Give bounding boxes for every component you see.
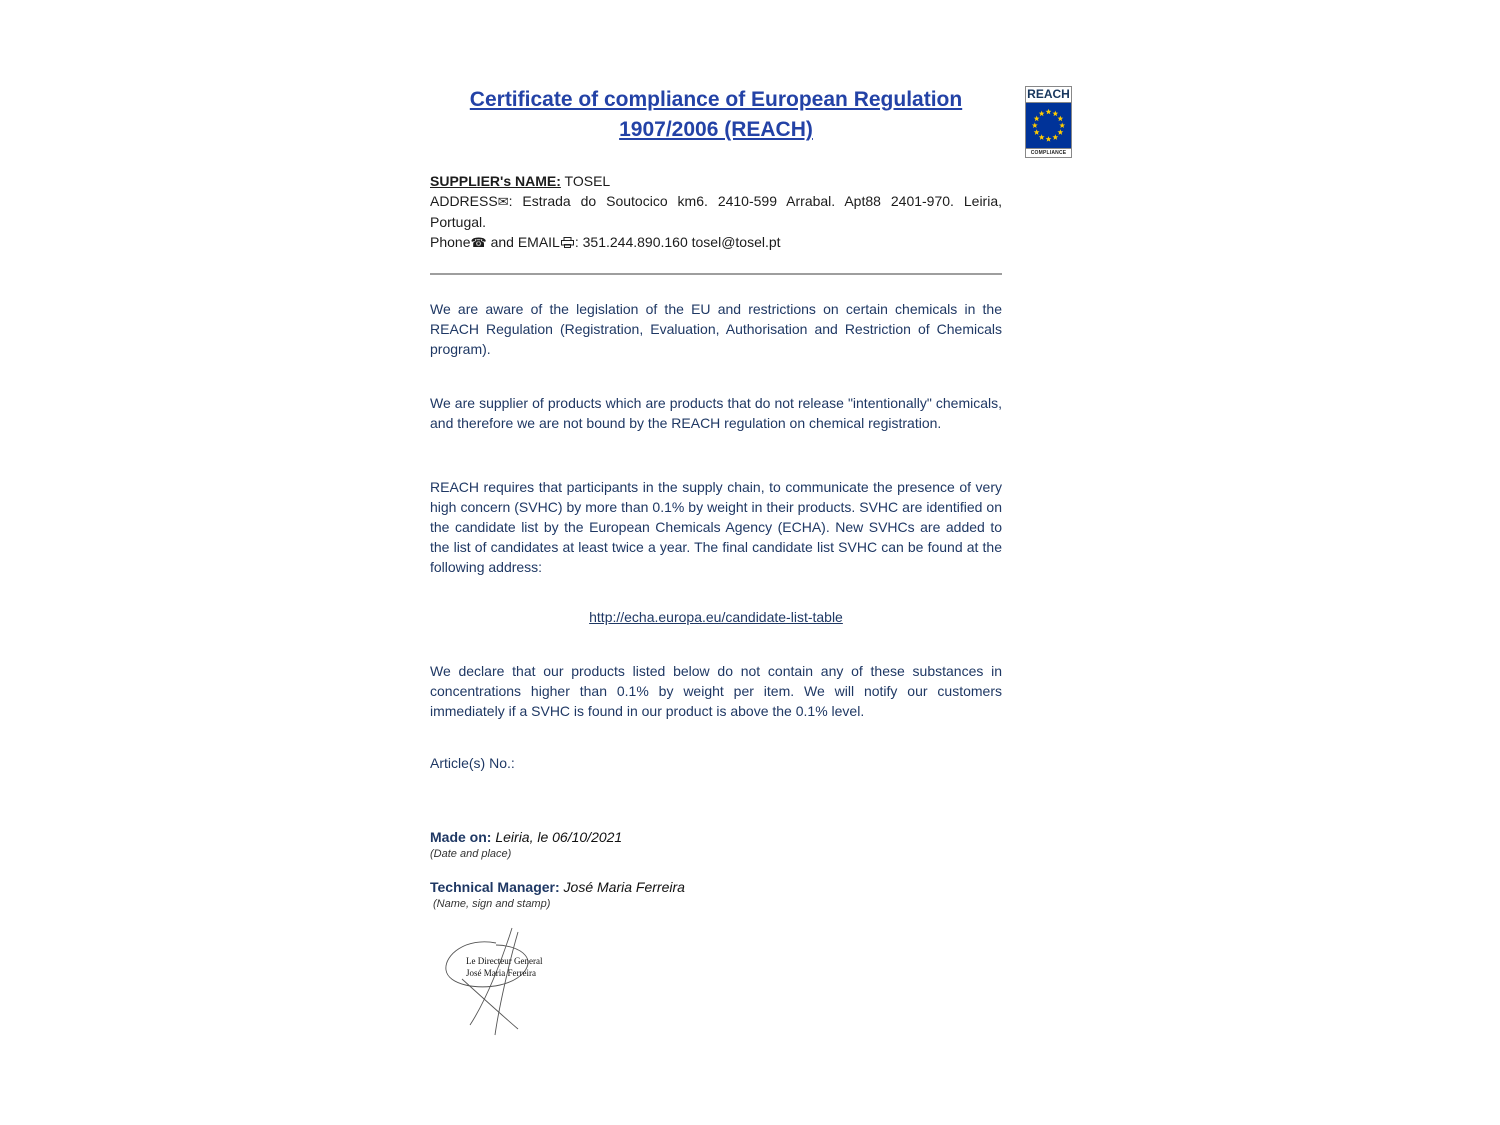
reach-compliance-logo: [1025, 86, 1072, 158]
supplier-name-line: [430, 171, 1002, 191]
made-on-value: Leiria, le 06/10/2021: [491, 829, 623, 845]
envelope-icon: ✉: [497, 194, 509, 209]
supplier-address-line: [430, 191, 1002, 232]
phone-label: Phone: [430, 234, 471, 250]
phone-icon: ☎: [470, 235, 487, 250]
signature-scribble-icon: [432, 927, 582, 1039]
reach-logo-compliance-label: COMPLIANCE: [1026, 148, 1071, 157]
sign-stamp-note: (Name, sign and stamp): [433, 898, 551, 910]
supplier-block: [430, 171, 1002, 253]
paragraph-declaration: We declare that our products listed below do not contain any of these substances in concentrations higher than 0.1% by weight per item. We will notify our customers immediately if a SVHC is found in our product is above the 0.1% level.: [430, 663, 1002, 719]
made-on-label: Made on:: [430, 829, 492, 845]
reach-logo-title: REACH: [1027, 87, 1070, 101]
technical-manager-value: José Maria Ferreira: [559, 879, 685, 895]
date-place-note: (Date and place): [430, 848, 512, 860]
made-on-line: [430, 827, 1002, 847]
title-line-2: 1907/2006 (REACH): [619, 118, 813, 141]
address-label: ADDRESS: [430, 193, 498, 209]
stamp-text-line-1: Le Directeur General: [466, 956, 543, 966]
page-title: [430, 85, 1002, 145]
candidate-list-link-row: [430, 609, 1002, 627]
articles-label: Article(s) No.:: [430, 755, 515, 771]
stamp-text-line-2: José Maria Ferreira: [466, 968, 536, 978]
technical-manager-line: [430, 877, 1002, 897]
section-divider: [430, 273, 1002, 275]
technical-manager-label: Technical Manager:: [430, 879, 560, 895]
paragraph-supplier-statement: We are supplier of products which are products that do not release "intentionally" chemicals, and therefore we are not bound by the REACH regulation on chemical registration.: [430, 395, 1002, 431]
paragraph-reach-requirements: REACH requires that participants in the supply chain, to communicate the presence of very high concern (SVHC) by more than 0.1% by weight in their products. SVHC are identified on the candidate list by the European Chemicals Agency (ECHA). New SVHCs are added to the list of candidates at least twice a year. The final candidate list SVHC can be found at the following address:: [430, 479, 1002, 575]
supplier-name-label: SUPPLIER's NAME:: [430, 173, 561, 189]
email-label: and EMAIL: [486, 234, 560, 250]
candidate-list-link[interactable]: http://echa.europa.eu/candidate-list-table: [589, 609, 843, 625]
contact-value: : 351.244.890.160 tosel@tosel.pt: [574, 234, 781, 250]
paragraph-awareness: We are aware of the legislation of the EU and restrictions on certain chemicals in the REACH Regulation (Registration, Evaluation, Authorisation and Restriction of Chemicals program).: [430, 301, 1002, 357]
supplier-contact-line: [430, 232, 1002, 253]
supplier-name-value: TOSEL: [560, 173, 611, 189]
address-value: : Estrada do Soutocico km6. 2410-599 Arrabal. Apt88 2401-970. Leiria, Portugal.: [430, 193, 1002, 230]
signature-stamp: [432, 927, 1002, 1044]
fax-icon: [561, 237, 574, 248]
document-body: [430, 85, 1002, 1044]
eu-flag-stars-icon: [1026, 103, 1071, 148]
title-line-1: Certificate of compliance of European Regulation: [469, 88, 963, 111]
